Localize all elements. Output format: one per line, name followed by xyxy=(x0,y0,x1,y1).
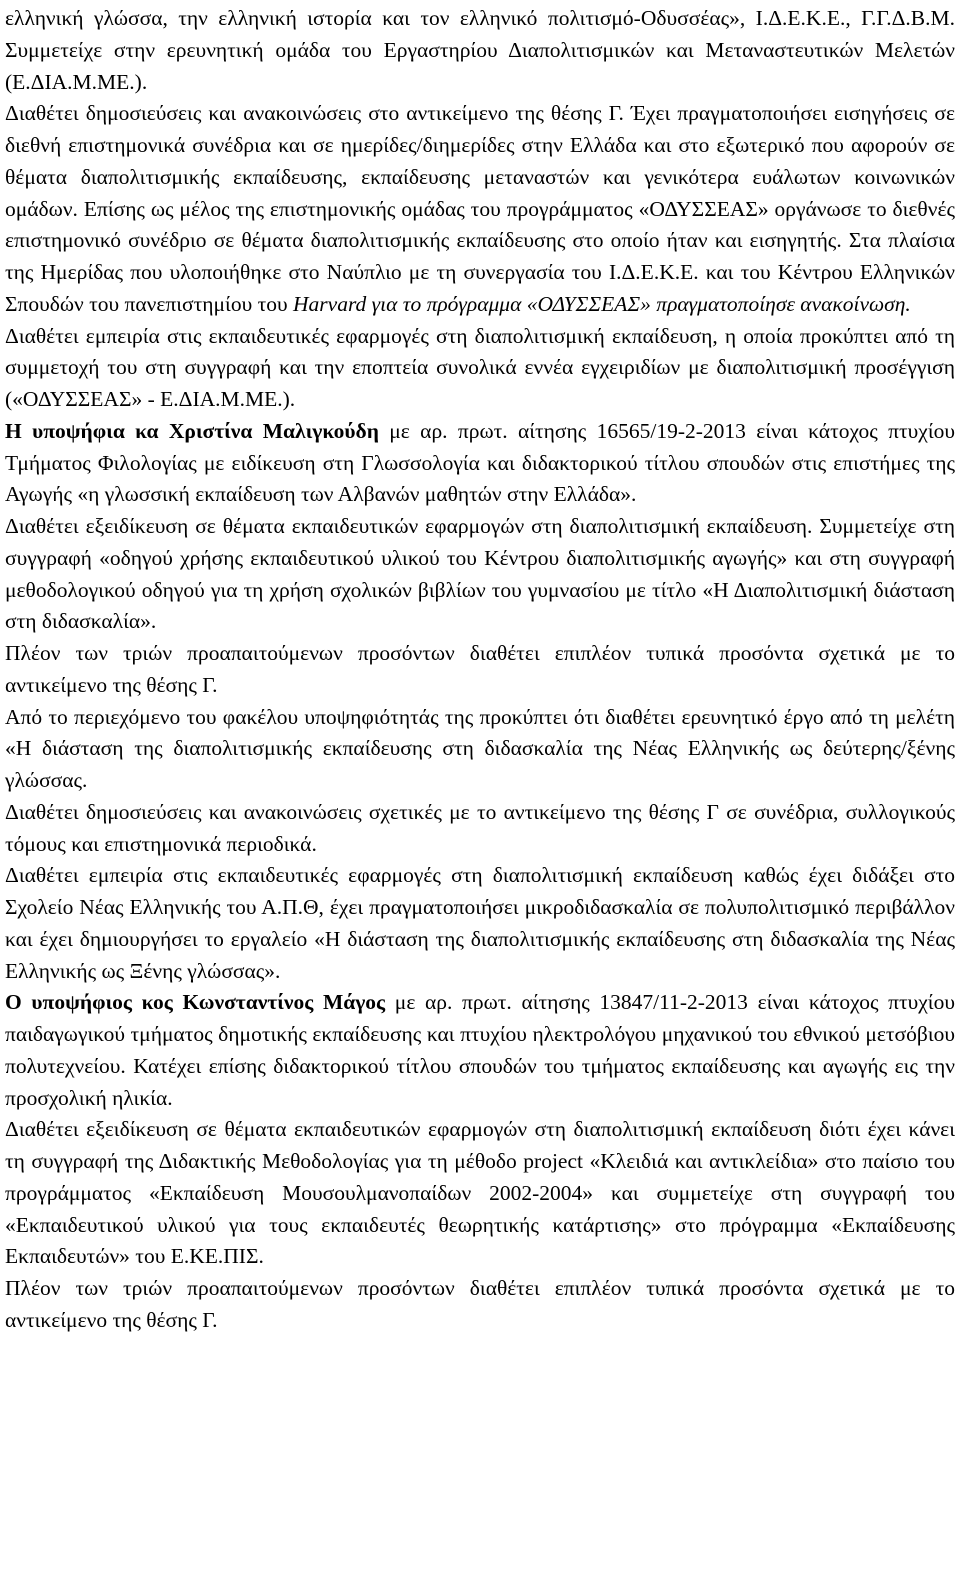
paragraph-7 xyxy=(5,702,955,797)
paragraph-5-text: Διαθέτει εξειδίκευση σε θέματα εκπαιδευτικών εφαρμογών στη διαπολιτισμική εκπαίδευση. Συμμετείχε στη συγγραφή «οδηγού χρήσης εκπαιδευτικού υλικού του Κέντρου διαπολιτισμικής αγωγής» και στη συγγραφή μεθοδολογικού οδηγού για τη χρήση σχολικών βιβλίων του γυμνασίου με τίτλο «Η Διαπολιτισμική διάσταση στη διδασκαλία». xyxy=(5,514,955,634)
paragraph-2 xyxy=(5,98,955,320)
paragraph-4-text: με αρ. πρωτ. αίτησης 16565/19-2-2013 είναι κάτοχος πτυχίου Τμήματος Φιλολογίας με ειδίκευση στη Γλωσσολογία και διδακτορικού τίτλου σπουδών στις επιστήμες της Αγωγής «η γλωσσική εκπαίδευση των Αλβανών μαθητών στην Ελλάδα». xyxy=(5,418,956,507)
paragraph-3 xyxy=(5,321,955,416)
candidate-name-magos: Ο υποψήφιος κος Κωνσταντίνος Μάγος xyxy=(5,990,386,1015)
paragraph-12 xyxy=(5,1273,955,1337)
paragraph-6 xyxy=(5,638,955,702)
paragraph-10 xyxy=(5,987,955,1114)
paragraph-7-text: Από το περιεχόμενο του φακέλου υποψηφιότητάς της προκύπτει ότι διαθέτει ερευνητικό έργο από τη μελέτη «Η διάσταση της διαπολιτισμικής εκπαίδευσης στη διδασκαλία της Νέας Ελληνικής ως δεύτερης/ξένης γλώσσας. xyxy=(5,704,955,792)
paragraph-1-text: ελληνική γλώσσα, την ελληνική ιστορία και τον ελληνικό πολιτισμό-Οδυσσέας», Ι.Δ.Ε.Κ.Ε., Γ.Γ.Δ.Β.Μ. Συμμετείχε στην ερευνητική ομάδα του Εργαστηρίου Διαπολιτισμικών και Μεταναστευτικών Μελετών (Ε.ΔΙΑ.Μ.ΜΕ.). xyxy=(5,6,955,94)
paragraph-4 xyxy=(5,416,955,511)
document-page xyxy=(5,3,955,1337)
paragraph-8 xyxy=(5,797,955,861)
paragraph-11-text: Διαθέτει εξειδίκευση σε θέματα εκπαιδευτικών εφαρμογών στη διαπολιτισμική εκπαίδευση διότι έχει κάνει τη συγγραφή της Διδακτικής Μεθοδολογίας για τη μέθοδο project «Κλειδιά και αντικλείδια» στο παίσιο του προγράμματος «Εκπαίδευση Μουσουλμανοπαίδων 2002-2004» και συμμετείχε στη συγγραφή του «Εκπαιδευτικού υλικού για τους εκπαιδευτές θεωρητικής κατάρτισης» στο πρόγραμμα «Εκπαίδευσης Εκπαιδευτών» του Ε.ΚΕ.ΠΙΣ. xyxy=(5,1117,955,1269)
candidate-name-maligkoudi: Η υποψήφια κα Χριστίνα Μαλιγκούδη xyxy=(5,418,379,443)
paragraph-3-text: Διαθέτει εμπειρία στις εκπαιδευτικές εφαρμογές στη διαπολιτισμική εκπαίδευση, η οποία προκύπτει από τη συμμετοχή του στη συγγραφή και την εποπτεία συνολικά εννέα εγχειριδίων με διαπολιτισμική προσέγγιση («ΟΔΥΣΣΕΑΣ» - Ε.ΔΙΑ.Μ.ΜΕ.). xyxy=(5,323,955,411)
paragraph-8-text: Διαθέτει δημοσιεύσεις και ανακοινώσεις σχετικές με το αντικείμενο της θέσης Γ σε συνέδρια, συλλογικούς τόμους και επιστημονικά περιοδικά. xyxy=(5,799,955,856)
paragraph-2-italic-text: Harvard για το πρόγραμμα «ΟΔΥΣΣΕΑΣ» πραγματοποίησε ανακοίνωση. xyxy=(293,291,911,316)
paragraph-5 xyxy=(5,511,955,638)
paragraph-9-text: Διαθέτει εμπειρία στις εκπαιδευτικές εφαρμογές στη διαπολιτισμική εκπαίδευση καθώς έχει διδάξει στο Σχολείο Νέας Ελληνικής του Α.Π.Θ, έχει πραγματοποιήσει μικροδιδασκαλία σε πολυπολιτισμικό περιβάλλον και έχει δημιουργήσει το εργαλείο «Η διάσταση της διαπολιτισμικής εκπαίδευσης στη διδασκαλία της Νέας Ελληνικής ως Ξένης γλώσσας». xyxy=(5,863,955,983)
paragraph-11 xyxy=(5,1114,955,1273)
paragraph-10-text: με αρ. πρωτ. αίτησης 13847/11-2-2013 είναι κάτοχος πτυχίου παιδαγωγικού τμήματος δημοτικής εκπαίδευσης και πτυχίου ηλεκτρολόγου μηχανικού του εθνικού μετσόβιου πολυτεχνείου. Κατέχει επίσης διδακτορικού τίτλου σπουδών του τμήματος εκπαίδευσης και αγωγής εις την προσχολική ηλικία. xyxy=(5,990,955,1110)
paragraph-1 xyxy=(5,3,955,98)
paragraph-12-text: Πλέον των τριών προαπαιτούμενων προσόντων διαθέτει επιπλέον τυπικά προσόντα σχετικά με το αντικείμενο της θέσης Γ. xyxy=(5,1276,955,1332)
paragraph-2-text: Διαθέτει δημοσιεύσεις και ανακοινώσεις στο αντικείμενο της θέσης Γ. Έχει πραγματοποιήσει εισηγήσεις σε διεθνή επιστημονικά συνέδρια και σε ημερίδες/διημερίδες στην Ελλάδα και στο εξωτερικό που αφορούν σε θέματα διαπολιτισμικής εκπαίδευσης, εκπαίδευσης μεταναστών και γενικότερα ευάλωτων κοινωνικών ομάδων. Επίσης ως μέλος της επιστημονικής ομάδας του προγράμματος «ΟΔΥΣΣΕΑΣ» οργάνωσε το διεθνές επιστημονικό συνέδριο σε θέματα διαπολιτισμικής εκπαίδευσης στο οποίο ήταν και εισηγητής. Στα πλαίσια της Ημερίδας που υλοποιήθηκε στο Ναύπλιο με τη συνεργασία του Ι.Δ.Ε.Κ.Ε. και του Κέντρου Ελληνικών Σπουδών του πανεπιστημίου του xyxy=(5,101,955,316)
paragraph-6-text: Πλέον των τριών προαπαιτούμενων προσόντων διαθέτει επιπλέον τυπικά προσόντα σχετικά με το αντικείμενο της θέσης Γ. xyxy=(5,641,955,697)
paragraph-9 xyxy=(5,860,955,987)
